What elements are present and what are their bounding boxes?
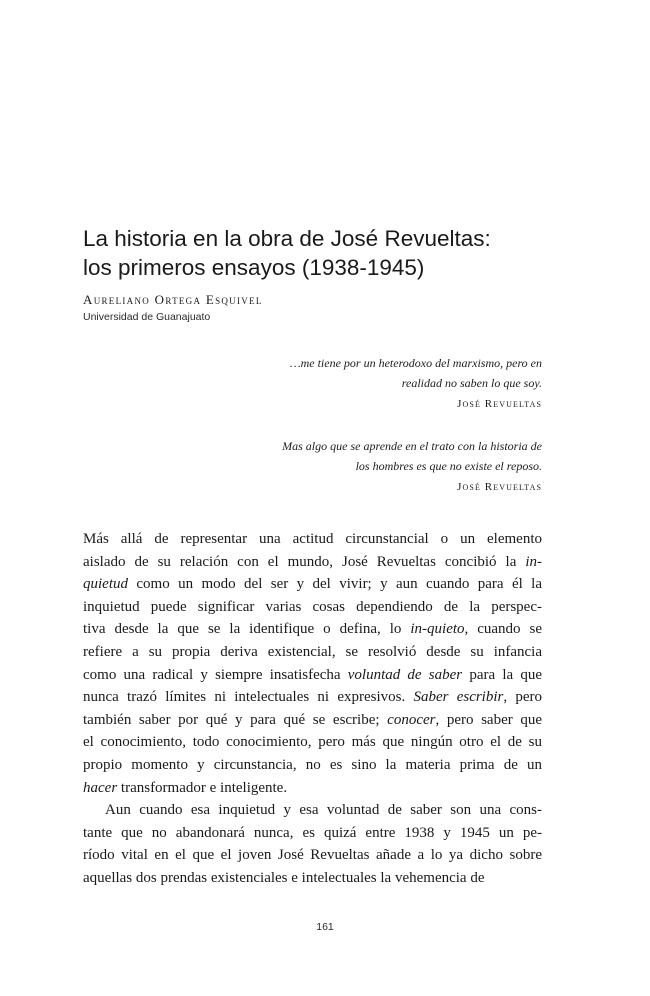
body-line (83, 596, 542, 619)
epigraph-line: …me tiene por un heterodoxo del marxismo, pero en (289, 356, 542, 370)
body-text-run: propio momento y circunstancia, no es sino la materia prima de un (83, 756, 542, 773)
body-line (83, 641, 542, 664)
body-text-run: , cuando se (464, 621, 543, 638)
article-title (83, 224, 563, 282)
body-text-run: , pero (503, 689, 542, 706)
body-text-run: tiva desde la que se la identifique o defina, lo (83, 621, 411, 638)
body-text-run: también saber por qué y para qué se escribe; (83, 711, 388, 728)
italic-text: voluntad de saber (347, 666, 463, 683)
italic-text: in- (525, 553, 542, 570)
body-text-run: ríodo vital en el que el joven José Revueltas añade a lo ya dicho sobre (83, 847, 542, 864)
body-line (83, 709, 542, 732)
italic-text: Saber escribir (413, 689, 504, 706)
body-line (83, 528, 542, 551)
author-affiliation: Universidad de Guanajuato (83, 311, 211, 323)
body-line (83, 551, 542, 574)
author-name: Aureliano Ortega Esquivel (83, 292, 263, 307)
italic-text: hacer (83, 779, 118, 796)
body-text (83, 528, 542, 890)
epigraph-attribution: José Revueltas (457, 481, 542, 493)
body-text-run: Aun cuando esa inquietud y esa voluntad de saber son una cons- (105, 802, 542, 819)
body-text-run: aislado de su relación con el mundo, José Revueltas concibió la (83, 553, 526, 570)
body-line (83, 844, 542, 867)
body-text-run: , pero saber que (435, 711, 542, 728)
body-line (83, 618, 542, 641)
article-title-line-1: La historia en la obra de José Revueltas: (83, 226, 491, 251)
italic-text: quietud (83, 576, 128, 593)
body-text-run: para la que (462, 666, 543, 683)
body-text-run: como una radical y siempre insatisfecha (83, 666, 348, 683)
body-line (83, 822, 542, 845)
body-text-run: transformador e inteligente. (117, 779, 288, 796)
body-text-run: nunca trazó límites ni intelectuales ni expresivos. (83, 689, 414, 706)
body-text-run: refiere a su propia deriva existencial, se resolvió desde su infancia (83, 643, 542, 660)
epigraph-line: Mas algo que se aprende en el trato con la historia de (282, 439, 542, 453)
body-text-run: inquietud puede significar varias cosas dependiendo de la perspec- (83, 598, 542, 615)
body-line (83, 686, 542, 709)
epigraph-line: los hombres es que no existe el reposo. (355, 459, 542, 473)
epigraph-line: realidad no saben lo que soy. (401, 376, 542, 390)
body-line (83, 573, 542, 596)
body-text-run: como un modo del ser y del vivir; y aun cuando para él la (128, 576, 542, 593)
italic-text: in-quieto (410, 621, 465, 638)
body-line (83, 867, 542, 890)
epigraph (242, 436, 542, 497)
body-text-run: tante que no abandonará nunca, es quizá entre 1938 y 1945 un pe- (83, 824, 542, 841)
italic-text: conocer (387, 711, 436, 728)
body-line (83, 799, 542, 822)
body-line (83, 754, 542, 777)
body-line (83, 777, 542, 800)
body-text-run: el conocimiento, todo conocimiento, pero más que ningún otro el de su (83, 734, 542, 751)
article-title-line-2: los primeros ensayos (1938-1945) (83, 255, 425, 280)
body-text-run: aquellas dos prendas existenciales e intelectuales la vehemencia de (83, 869, 485, 886)
page-number: 161 (316, 921, 334, 933)
body-line (83, 664, 542, 687)
body-line (83, 731, 542, 754)
epigraph (242, 353, 542, 414)
epigraph-attribution: José Revueltas (457, 398, 542, 410)
body-text-run: Más allá de representar una actitud circunstancial o un elemento (83, 531, 542, 547)
